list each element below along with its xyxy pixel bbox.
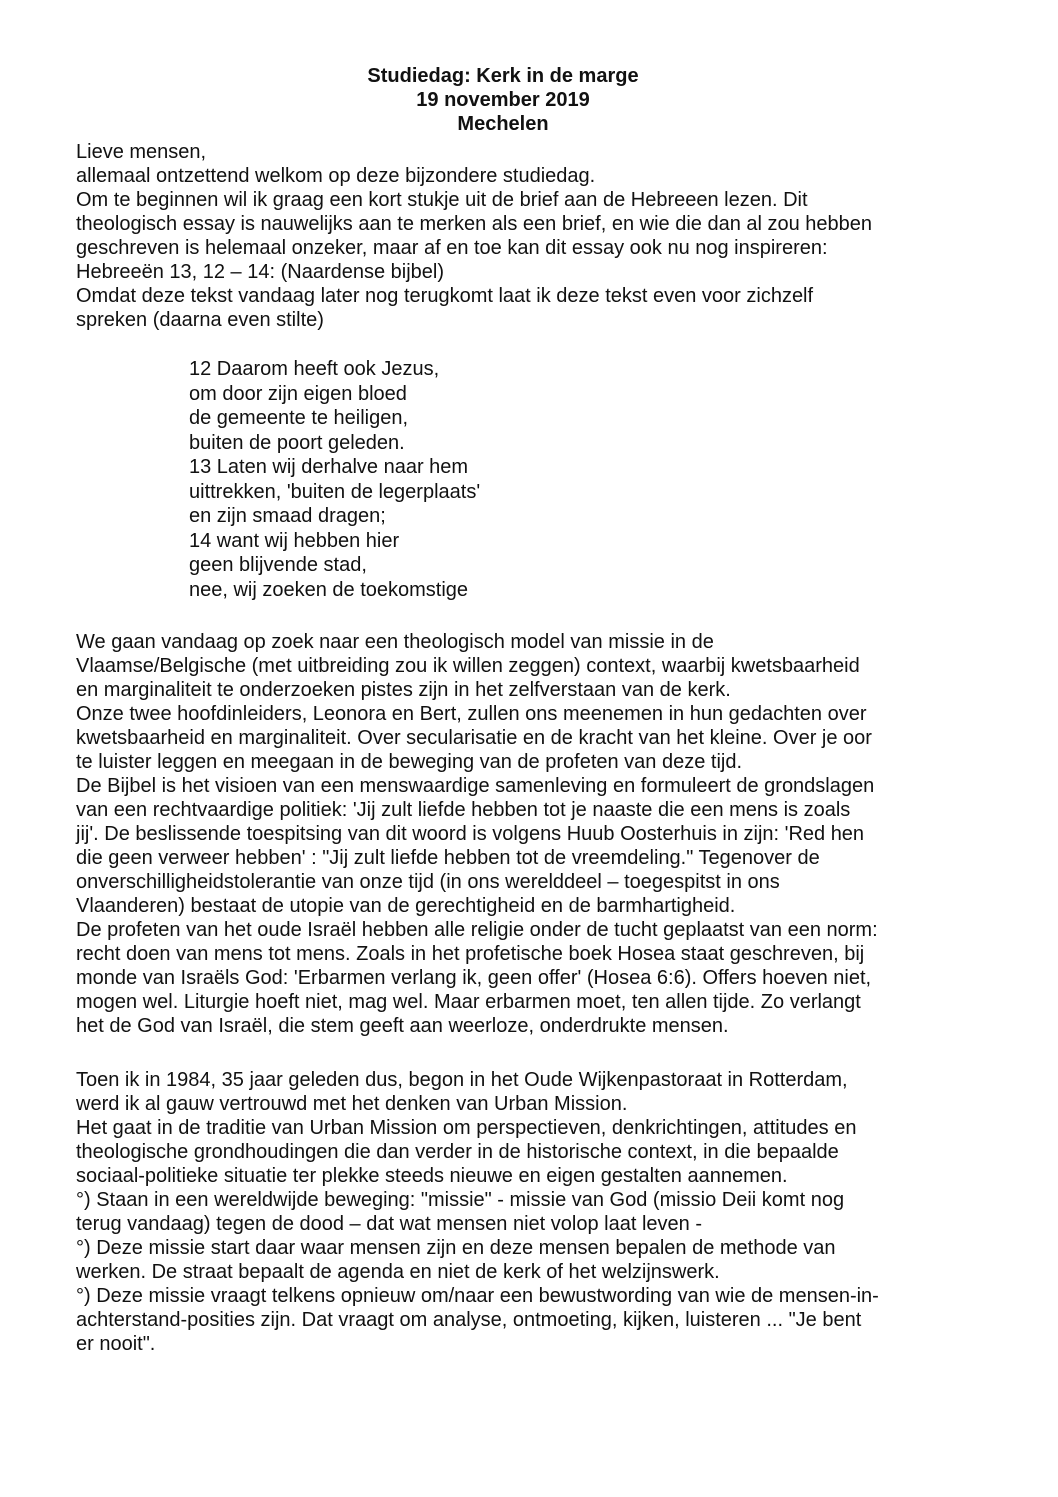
text-line: achterstand-posities zijn. Dat vraagt om analyse, ontmoeting, kijken, luisteren ... "Je bent: [76, 1309, 862, 1331]
quote-line: nee, wij zoeken de toekomstige: [189, 578, 469, 601]
quote-line: de gemeente te heiligen,: [189, 407, 409, 429]
quote-line: 14 want wij hebben hier: [189, 529, 400, 552]
text-line: Het gaat in de traditie van Urban Mission om perspectieven, denkrichtingen, attitudes en: [76, 1117, 857, 1139]
text-line: mogen wel. Liturgie hoeft niet, mag wel. Maar erbarmen moet, ten allen tijde. Zo verlangt: [76, 991, 861, 1013]
title-date: 19 november 2019: [416, 89, 590, 111]
quote-line: 12 Daarom heeft ook Jezus,: [189, 358, 440, 380]
text-line: Vlaanderen) bestaat de utopie van de gerechtigheid en de barmhartigheid.: [76, 895, 736, 917]
text-line: geschreven is helemaal onzeker, maar af en toe kan dit essay ook nu nog inspireren:: [76, 237, 828, 259]
text-line: °) Staan in een wereldwijde beweging: "missie" - missie van God (missio Deii komt nog: [76, 1189, 845, 1211]
text-line: recht doen van mens tot mens. Zoals in het profetische boek Hosea staat geschreven, bij: [76, 943, 865, 965]
document-title: [0, 64, 1006, 136]
text-line: Om te beginnen wil ik graag een kort stukje uit de brief aan de Hebreeen lezen. Dit: [76, 189, 808, 211]
intro-paragraph: [76, 140, 956, 332]
text-line: monde van Israëls God: 'Erbarmen verlang ik, geen offer' (Hosea 6:6). Offers hoeven niet,: [76, 967, 872, 989]
text-line: De Bijbel is het visioen van een menswaardige samenleving en formuleert de grondslagen: [76, 775, 875, 797]
text-line: Onze twee hoofdinleiders, Leonora en Bert, zullen ons meenemen in hun gedachten over: [76, 703, 867, 725]
urban-mission-paragraph: [76, 1068, 956, 1356]
text-line: er nooit".: [76, 1333, 156, 1355]
text-line: kwetsbaarheid en marginaliteit. Over secularisatie en de kracht van het kleine. Over je oor: [76, 727, 872, 749]
text-line: van een rechtvaardige politiek: 'Jij zult liefde hebben tot je naaste die een mens is zoals: [76, 799, 851, 821]
quote-line: 13 Laten wij derhalve naar hem: [189, 456, 469, 478]
text-line: Omdat deze tekst vandaag later nog terugkomt laat ik deze tekst even voor zichzelf: [76, 285, 814, 307]
text-line: De profeten van het oude Israël hebben alle religie onder de tucht geplaatst van een norm:: [76, 919, 878, 941]
text-line: sociaal-politieke situatie ter plekke steeds nieuwe en eigen gestalten aannemen.: [76, 1165, 788, 1187]
title-location: Mechelen: [457, 113, 549, 135]
text-line: spreken (daarna even stilte): [76, 309, 324, 331]
text-line: We gaan vandaag op zoek naar een theologisch model van missie in de: [76, 631, 714, 653]
text-line: Hebreeën 13, 12 – 14: (Naardense bijbel): [76, 261, 445, 283]
text-line: en marginaliteit te onderzoeken pistes zijn in het zelfverstaan van de kerk.: [76, 679, 731, 701]
text-line: theologische grondhoudingen die dan verder in de historische context, in die bepaalde: [76, 1141, 839, 1163]
text-line: terug vandaag) tegen de dood – dat wat mensen niet volop laat leven -: [76, 1213, 702, 1235]
text-line: die geen verweer hebben' : "Jij zult liefde hebben tot de vreemdeling." Tegenover de: [76, 847, 820, 869]
quote-line: geen blijvende stad,: [189, 554, 367, 576]
title-line-1: Studiedag: Kerk in de marge: [367, 65, 639, 87]
text-line: °) Deze missie vraagt telkens opnieuw om/naar een bewustwording van wie de mensen-in-: [76, 1285, 879, 1307]
text-line: Toen ik in 1984, 35 jaar geleden dus, begon in het Oude Wijkenpastoraat in Rotterdam,: [76, 1069, 848, 1091]
quote-line: uittrekken, 'buiten de legerplaats': [189, 480, 481, 503]
text-line: jij'. De beslissende toespitsing van dit woord is volgens Huub Oosterhuis in zijn: 'Red hen: [76, 823, 865, 845]
scripture-quote: [189, 357, 480, 602]
quote-line: buiten de poort geleden.: [189, 431, 405, 454]
quote-line: om door zijn eigen bloed: [189, 382, 407, 405]
text-line: allemaal ontzettend welkom op deze bijzondere studiedag.: [76, 165, 596, 187]
text-line: Lieve mensen,: [76, 141, 207, 163]
text-line: werd ik al gauw vertrouwd met het denken van Urban Mission.: [76, 1093, 628, 1115]
text-line: werken. De straat bepaalt de agenda en niet de kerk of het welzijnswerk.: [76, 1261, 720, 1283]
text-line: Vlaamse/Belgische (met uitbreiding zou ik willen zeggen) context, waarbij kwetsbaarheid: [76, 655, 860, 677]
text-line: °) Deze missie start daar waar mensen zijn en deze mensen bepalen de methode van: [76, 1237, 836, 1259]
text-line: onverschilligheidstolerantie van onze tijd (in ons werelddeel – toegespitst in ons: [76, 871, 780, 893]
quote-line: en zijn smaad dragen;: [189, 505, 386, 527]
mission-paragraph: [76, 630, 956, 1038]
text-line: theologisch essay is nauwelijks aan te merken als een brief, en wie die dan al zou hebben: [76, 213, 873, 235]
text-line: het de God van Israël, die stem geeft aan weerloze, onderdrukte mensen.: [76, 1015, 729, 1037]
text-line: te luister leggen en meegaan in de beweging van de profeten van deze tijd.: [76, 751, 743, 773]
